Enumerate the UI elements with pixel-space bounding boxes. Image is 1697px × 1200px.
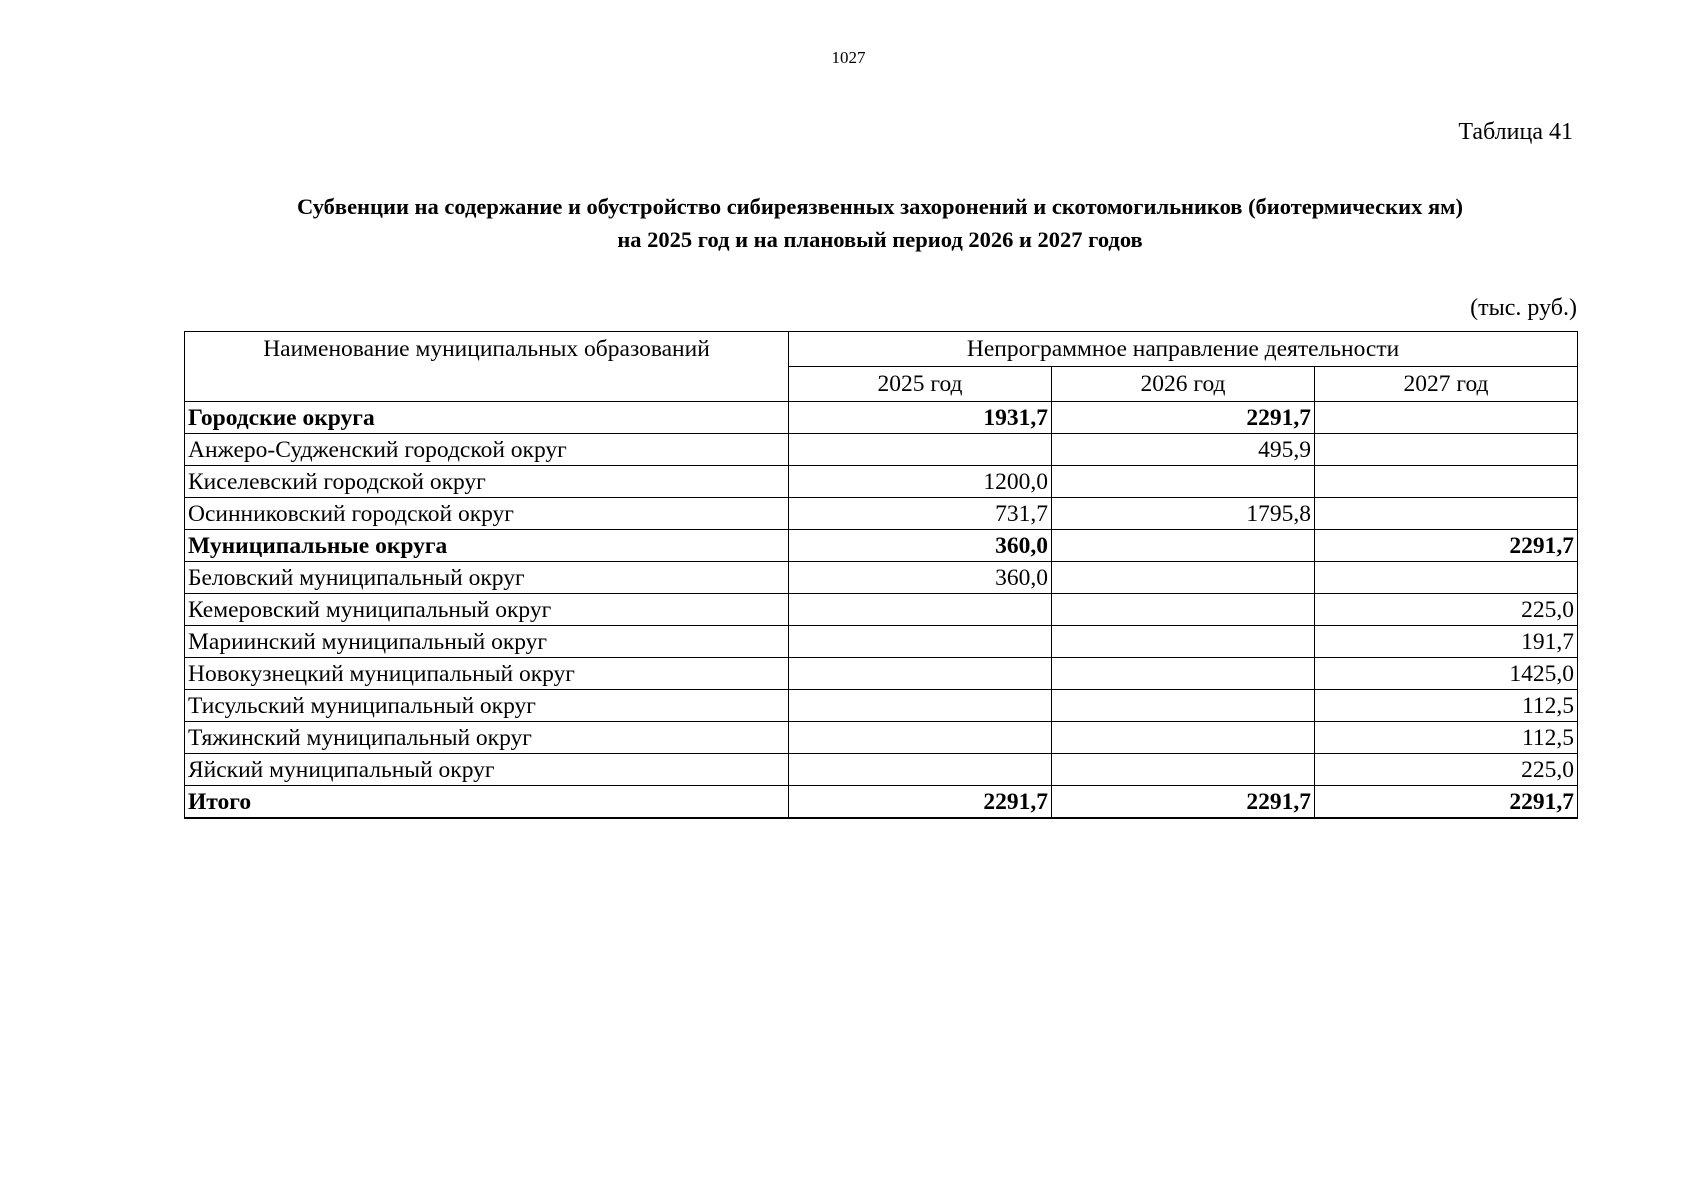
table-row [185, 722, 1578, 754]
document-title [160, 190, 1600, 256]
column-header-2027: 2027 год [1315, 367, 1578, 402]
cell-2027: 1425,0 [1315, 658, 1578, 690]
row-name: Осинниковский городской округ [185, 498, 789, 530]
table-row [185, 594, 1578, 626]
cell-2027 [1315, 498, 1578, 530]
cell-2027 [1315, 402, 1578, 434]
row-name: Муниципальные округа [185, 530, 789, 562]
cell-2025: 731,7 [789, 498, 1052, 530]
cell-2026: 2291,7 [1052, 402, 1315, 434]
total-2026: 2291,7 [1052, 786, 1315, 819]
row-name: Яйский муниципальный округ [185, 754, 789, 786]
total-label: Итого [185, 786, 789, 819]
row-name: Новокузнецкий муниципальный округ [185, 658, 789, 690]
cell-2025 [789, 626, 1052, 658]
row-name: Городские округа [185, 402, 789, 434]
cell-2025: 360,0 [789, 530, 1052, 562]
table-row [185, 402, 1578, 434]
table-body [185, 402, 1578, 819]
row-name: Тисульский муниципальный округ [185, 690, 789, 722]
column-header-name: Наименование муниципальных образований [185, 332, 789, 402]
row-name: Беловский муниципальный округ [185, 562, 789, 594]
cell-2025 [789, 434, 1052, 466]
table-row [185, 434, 1578, 466]
cell-2026 [1052, 466, 1315, 498]
table-row [185, 530, 1578, 562]
table-total-row [185, 786, 1578, 819]
cell-2026 [1052, 690, 1315, 722]
row-name: Киселевский городской округ [185, 466, 789, 498]
row-name: Кемеровский муниципальный округ [185, 594, 789, 626]
cell-2026: 1795,8 [1052, 498, 1315, 530]
cell-2025 [789, 658, 1052, 690]
cell-2027: 112,5 [1315, 722, 1578, 754]
row-name: Тяжинский муниципальный округ [185, 722, 789, 754]
cell-2026 [1052, 722, 1315, 754]
cell-2026 [1052, 626, 1315, 658]
cell-2027: 225,0 [1315, 594, 1578, 626]
cell-2026: 495,9 [1052, 434, 1315, 466]
cell-2025: 360,0 [789, 562, 1052, 594]
title-line-2: на 2025 год и на плановый период 2026 и 2027 годов [617, 227, 1143, 252]
column-header-group: Непрограммное направление деятельности [789, 332, 1578, 367]
table-row [185, 466, 1578, 498]
table-row [185, 562, 1578, 594]
table-header-row [185, 332, 1578, 367]
cell-2027: 225,0 [1315, 754, 1578, 786]
title-line-1: Субвенции на содержание и обустройство сибиреязвенных захоронений и скотомогильников (биотермических ям) [297, 194, 1463, 219]
cell-2025 [789, 754, 1052, 786]
cell-2025: 1200,0 [789, 466, 1052, 498]
table-row [185, 754, 1578, 786]
cell-2027 [1315, 434, 1578, 466]
cell-2027: 112,5 [1315, 690, 1578, 722]
cell-2026 [1052, 594, 1315, 626]
table-row [185, 658, 1578, 690]
table-row [185, 690, 1578, 722]
cell-2027: 2291,7 [1315, 530, 1578, 562]
column-header-2026: 2026 год [1052, 367, 1315, 402]
row-name: Анжеро-Судженский городской округ [185, 434, 789, 466]
cell-2027 [1315, 562, 1578, 594]
table-label: Таблица 41 [1458, 119, 1573, 145]
cell-2025 [789, 690, 1052, 722]
table-row [185, 498, 1578, 530]
cell-2027: 191,7 [1315, 626, 1578, 658]
row-name: Мариинский муниципальный округ [185, 626, 789, 658]
cell-2026 [1052, 754, 1315, 786]
page-number: 1027 [831, 48, 866, 67]
cell-2025: 1931,7 [789, 402, 1052, 434]
cell-2026 [1052, 562, 1315, 594]
cell-2025 [789, 594, 1052, 626]
units-label: (тыс. руб.) [1470, 295, 1577, 321]
total-2027: 2291,7 [1315, 786, 1578, 819]
cell-2026 [1052, 530, 1315, 562]
cell-2026 [1052, 658, 1315, 690]
column-header-2025: 2025 год [789, 367, 1052, 402]
cell-2025 [789, 722, 1052, 754]
table-row [185, 626, 1578, 658]
cell-2027 [1315, 466, 1578, 498]
total-2025: 2291,7 [789, 786, 1052, 819]
subventions-table [184, 331, 1578, 819]
